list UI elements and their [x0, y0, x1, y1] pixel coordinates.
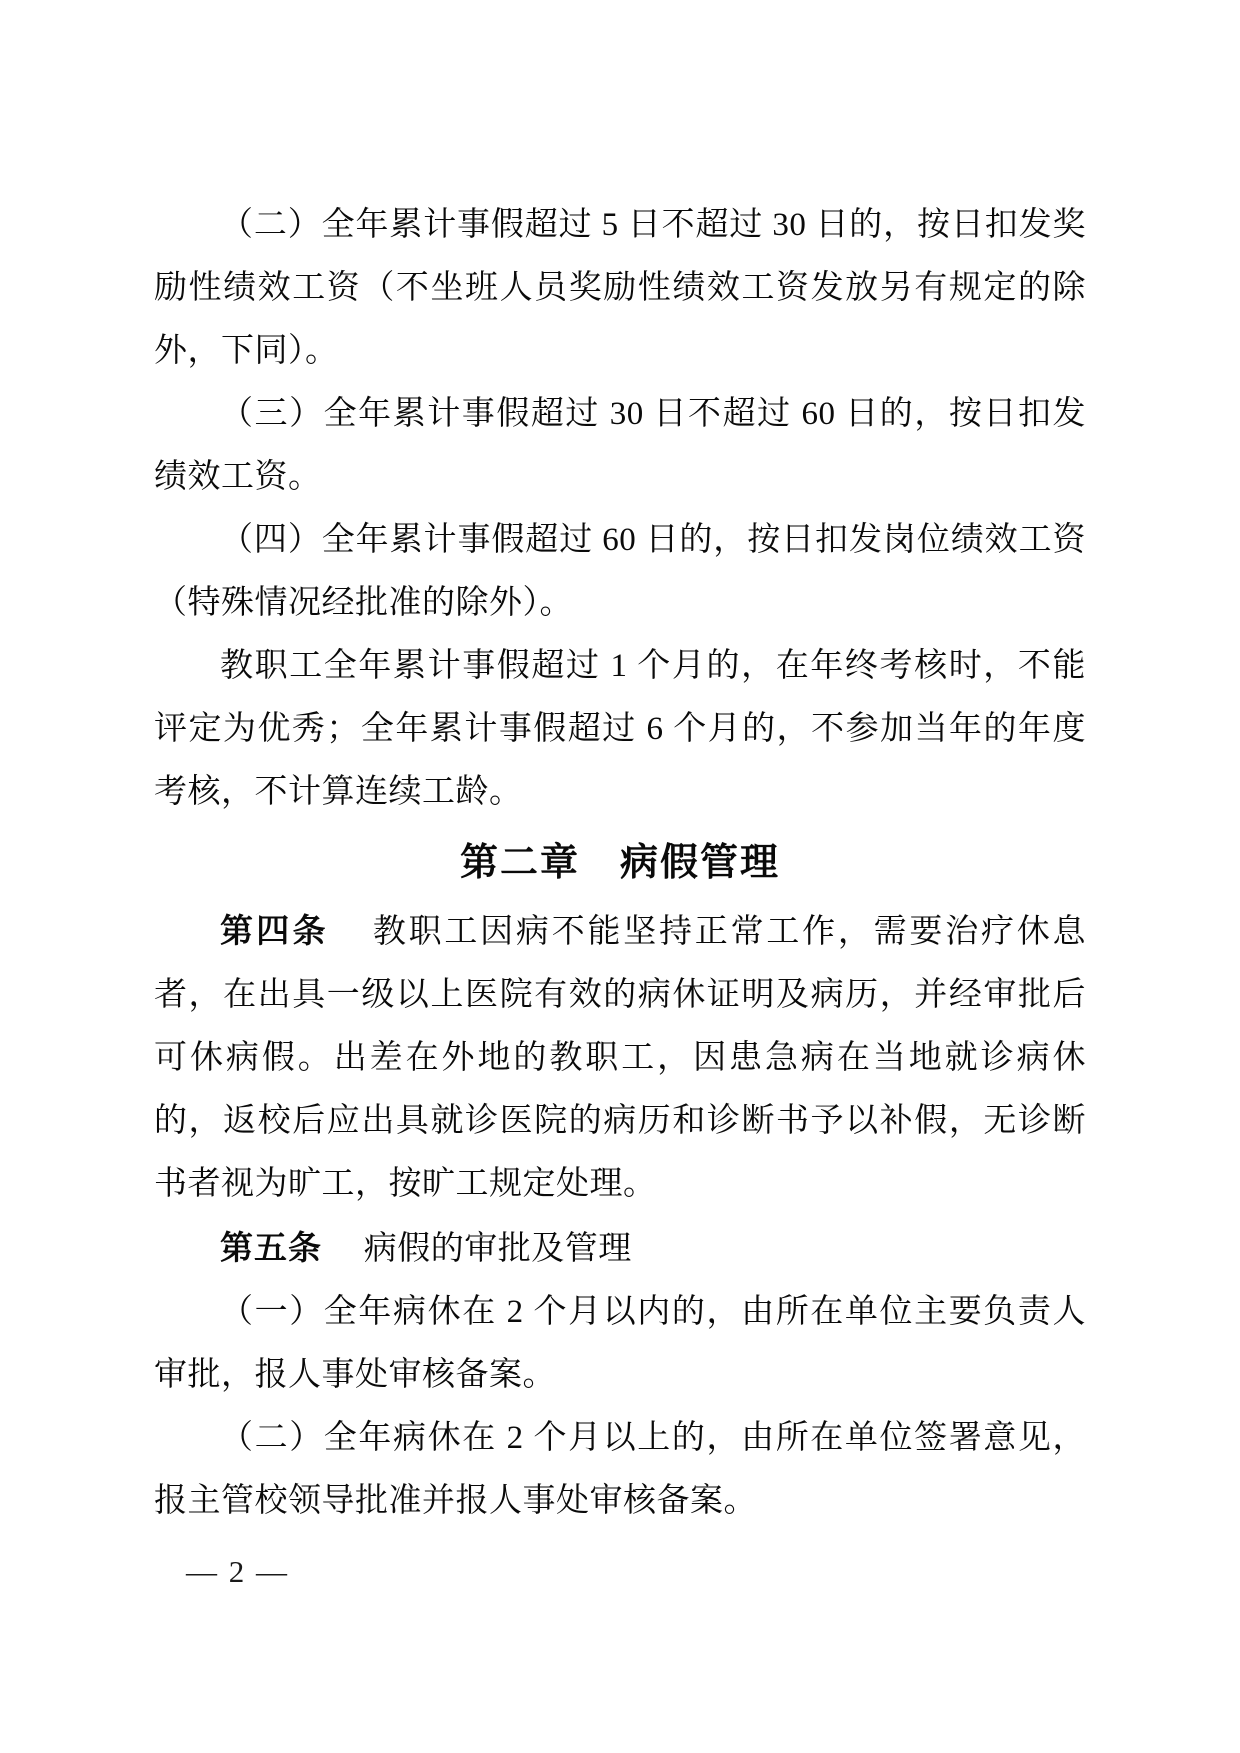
article-label: 第五条 [220, 1229, 322, 1266]
body-paragraph: （一）全年病休在 2 个月以内的，由所在单位主要负责人审批，报人事处审核备案。 [154, 1294, 1086, 1393]
article-paragraph: 第四条 教职工因病不能坚持正常工作，需要治疗休息者，在出具一级以上医院有效的病休证明及病历，并经审批后可休病假。出差在外地的教职工，因患急病在当地就诊病休的，返校后应出具就诊医院的病历和诊断书予以补假，无诊断书者视为旷工，按旷工规定处理。 [154, 912, 1087, 1202]
page-number: — 2 — [186, 1554, 289, 1589]
body-paragraph: 教职工全年累计事假超过 1 个月的，在年终考核时，不能评定为优秀；全年累计事假超过 6 个月的，不参加当年的年度考核，不计算连续工龄。 [154, 648, 1086, 810]
chapter-heading: 第二章 病假管理 [459, 842, 780, 884]
body-paragraph: （二）全年病休在 2 个月以上的，由所在单位签署意见，报主管校领导批准并报人事处审核备案。 [154, 1420, 1086, 1519]
body-paragraph: （二）全年累计事假超过 5 日不超过 30 日的，按日扣发奖励性绩效工资（不坐班人员奖励性绩效工资发放另有规定的除外，下同）。 [154, 207, 1086, 369]
body-paragraph: （三）全年累计事假超过 30 日不超过 60 日的，按日扣发绩效工资。 [154, 396, 1086, 495]
document-body [154, 194, 1086, 1533]
article-paragraph: 第五条 病假的审批及管理 [220, 1229, 632, 1267]
body-paragraph: （四）全年累计事假超过 60 日的，按日扣发岗位绩效工资（特殊情况经批准的除外）。 [154, 522, 1086, 621]
article-label: 第四条 [220, 912, 329, 949]
